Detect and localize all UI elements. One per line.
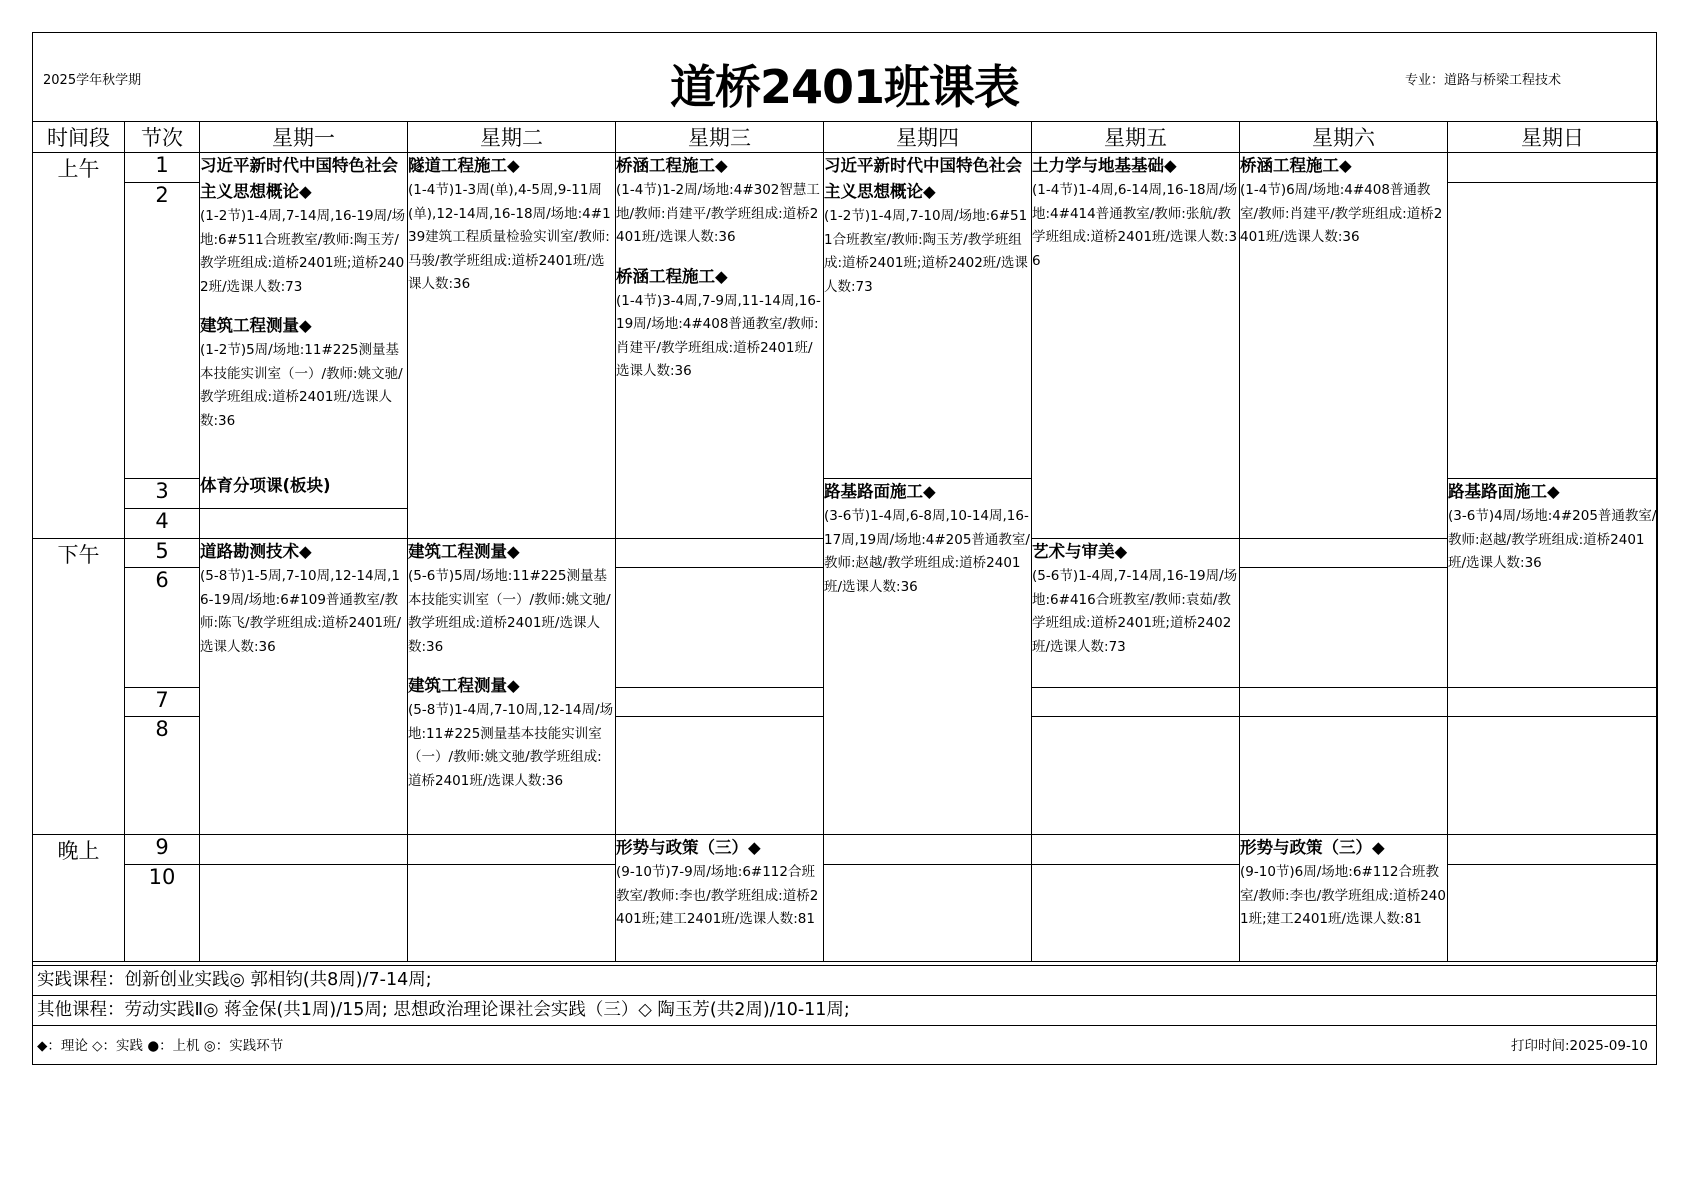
empty-cell: [1448, 717, 1658, 835]
course-detail: (1-4节)1-3周(单),4-5周,9-11周(单),12-14周,16-18周/场地:4#139建筑工程质量检验实训室/教师:马骏/教学班组成:道桥2401班/选课人数:36: [408, 182, 611, 292]
empty-cell: [1240, 688, 1448, 717]
course-detail: (5-6节)1-4周,7-14周,16-19周/场地:6#416合班教室/教师:袁茹/教学班组成:道桥2401班;道桥2402班/选课人数:73: [1032, 568, 1238, 655]
footer-bar: [33, 1025, 1656, 1065]
empty-cell: [1240, 539, 1448, 568]
empty-cell: [1448, 865, 1658, 962]
course-detail: (9-10节)6周/场地:6#112合班教室/教师:李也/教学班组成:道桥2401班;建工2401班/选课人数:81: [1240, 864, 1446, 927]
col-header-fri: 星期五: [1032, 122, 1240, 153]
semester-label: 2025学年秋学期: [43, 73, 142, 88]
course-title: 隧道工程施工◆: [408, 156, 520, 175]
empty-cell: [1240, 568, 1448, 688]
course-title: 体育分项课(板块): [200, 476, 331, 495]
course-detail: (1-2节)5周/场地:11#225测量基本技能实训室（一）/教师:姚文驰/教学班组成:道桥2401班/选课人数:36: [200, 342, 403, 429]
course-detail: (1-4节)3-4周,7-9周,11-14周,16-19周/场地:4#408普通教室/教师:肖建平/教学班组成:道桥2401班/选课人数:36: [616, 292, 821, 379]
empty-cell: [616, 688, 824, 717]
empty-cell: [1448, 183, 1658, 479]
session-number: 6: [125, 568, 200, 688]
session-number: 2: [125, 183, 200, 479]
course-title: 形势与政策（三）◆: [1240, 838, 1385, 857]
page-title: 道桥2401班课表: [669, 60, 1020, 114]
session-number: 9: [125, 835, 200, 865]
session-number: 5: [125, 539, 200, 568]
course-detail: (3-6节)1-4周,6-8周,10-14周,16-17周,19周/场地:4#205普通教室/教师:赵越/教学班组成:道桥2401班/选课人数:36: [824, 508, 1030, 595]
course-detail: (1-4节)1-2周/场地:4#302智慧工地/教师:肖建平/教学班组成:道桥2401班/选课人数:36: [616, 182, 820, 245]
course-title: 桥涵工程施工◆: [616, 266, 728, 286]
course-title: 建筑工程测量◆: [200, 316, 312, 335]
empty-cell: [200, 865, 408, 962]
empty-cell: [1448, 835, 1658, 865]
session-number: 10: [125, 865, 200, 962]
other-courses: 其他课程：劳动实践Ⅱ◎ 蒋金保(共1周)/15周; 思想政治理论课社会实践（三）◇ 陶玉芳(共2周)/10-11周;: [33, 995, 1656, 1025]
period-evening: 晚上: [33, 835, 125, 962]
empty-cell: [824, 835, 1032, 865]
col-header-wed: 星期三: [616, 122, 824, 153]
course-detail: (9-10节)7-9周/场地:6#112合班教室/教师:李也/教学班组成:道桥2401班;建工2401班/选课人数:81: [616, 864, 819, 927]
course-cell-sun-1[interactable]: [1448, 479, 1658, 688]
course-cell-thu-1[interactable]: [824, 153, 1032, 479]
course-title: 形势与政策（三）◆: [616, 838, 761, 857]
course-title: 习近平新时代中国特色社会主义思想概论◆: [200, 156, 398, 201]
course-detail: (1-2节)1-4周,7-10周/场地:6#511合班教室/教师:陶玉芳/教学班组成:道桥2401班;道桥2402班/选课人数:73: [824, 208, 1028, 295]
course-cell-tue-2[interactable]: [408, 539, 616, 835]
empty-cell: [1448, 688, 1658, 717]
course-title: 桥涵工程施工◆: [616, 156, 728, 175]
course-cell-mon-1[interactable]: [200, 153, 408, 509]
course-cell-tue-1[interactable]: [408, 153, 616, 539]
course-cell-sat-2[interactable]: [1240, 835, 1448, 962]
course-detail: (5-8节)1-5周,7-10周,12-14周,16-19周/场地:6#109普通教室/教师:陈飞/教学班组成:道桥2401班/选课人数:36: [200, 568, 402, 655]
major-label: 专业：道路与桥梁工程技术: [1404, 73, 1561, 88]
print-time: 打印时间:2025-09-10: [1510, 1038, 1648, 1054]
empty-cell: [616, 568, 824, 688]
col-header-tue: 星期二: [408, 122, 616, 153]
timetable: [32, 121, 1658, 962]
col-header-session: 节次: [125, 122, 200, 153]
session-number: 1: [125, 153, 200, 183]
col-header-sat: 星期六: [1240, 122, 1448, 153]
course-detail: (1-2节)1-4周,7-14周,16-19周/场地:6#511合班教室/教师:陶玉芳/教学班组成:道桥2401班;道桥2402班/选课人数:73: [200, 208, 406, 295]
course-cell-wed-1[interactable]: [616, 153, 824, 539]
course-detail: (3-6节)4周/场地:4#205普通教室/教师:赵越/教学班组成:道桥2401班/选课人数:36: [1448, 508, 1657, 571]
col-header-sun: 星期日: [1448, 122, 1658, 153]
course-cell-mon-4[interactable]: [200, 539, 408, 835]
period-morning: 上午: [33, 153, 125, 539]
course-detail: (5-8节)1-4周,7-10周,12-14周/场地:11#225测量基本技能实训室（一）/教师:姚文驰/教学班组成:道桥2401班/选课人数:36: [408, 702, 614, 789]
legend: ◆：理论 ◇：实践 ●：上机 ◎：实践环节: [37, 1038, 284, 1054]
course-title: 习近平新时代中国特色社会主义思想概论◆: [824, 156, 1022, 201]
timetable-frame: [32, 32, 1657, 1065]
empty-cell: [408, 865, 616, 962]
col-header-period: 时间段: [33, 122, 125, 153]
empty-cell: [1032, 865, 1240, 962]
course-cell-sat-1[interactable]: [1240, 153, 1448, 539]
session-number: 8: [125, 717, 200, 835]
session-number: 7: [125, 688, 200, 717]
empty-cell: [616, 539, 824, 568]
course-cell-wed-3[interactable]: [616, 835, 824, 962]
course-detail: (5-6节)5周/场地:11#225测量基本技能实训室（一）/教师:姚文驰/教学班组成:道桥2401班/选课人数:36: [408, 568, 611, 655]
period-afternoon: 下午: [33, 539, 125, 835]
course-detail: (1-4节)6周/场地:4#408普通教室/教师:肖建平/教学班组成:道桥2401班/选课人数:36: [1240, 182, 1443, 245]
empty-cell: [1032, 717, 1240, 835]
session-number: 3: [125, 479, 200, 509]
course-detail: (1-4节)1-4周,6-14周,16-18周/场地:4#414普通教室/教师:张航/教学班组成:道桥2401班/选课人数:36: [1032, 182, 1238, 269]
course-cell-mon-3[interactable]: [200, 476, 408, 539]
course-title: 土力学与地基基础◆: [1032, 156, 1177, 175]
col-header-mon: 星期一: [200, 122, 408, 153]
course-title: 桥涵工程施工◆: [1240, 156, 1352, 175]
empty-cell: [408, 835, 616, 865]
course-title: 艺术与审美◆: [1032, 542, 1128, 561]
empty-cell: [1032, 835, 1240, 865]
course-cell-fri-2[interactable]: [1032, 539, 1240, 688]
empty-cell: [824, 865, 1032, 962]
empty-cell: [1448, 153, 1658, 183]
course-title: 建筑工程测量◆: [408, 542, 520, 561]
practice-courses: 实践课程：创新创业实践◎ 郭相钧(共8周)/7-14周;: [33, 965, 1656, 995]
empty-cell: [616, 717, 824, 835]
empty-cell: [200, 835, 408, 865]
empty-cell: [1240, 717, 1448, 835]
course-title: 道路勘测技术◆: [200, 542, 312, 561]
empty-cell: [1032, 688, 1240, 717]
col-header-thu: 星期四: [824, 122, 1032, 153]
course-title: 路基路面施工◆: [824, 482, 936, 501]
course-cell-fri-1[interactable]: [1032, 153, 1240, 539]
course-cell-thu-2[interactable]: [824, 479, 1032, 835]
course-title: 路基路面施工◆: [1448, 482, 1560, 501]
course-title: 建筑工程测量◆: [408, 676, 520, 695]
session-number: 4: [125, 509, 200, 539]
